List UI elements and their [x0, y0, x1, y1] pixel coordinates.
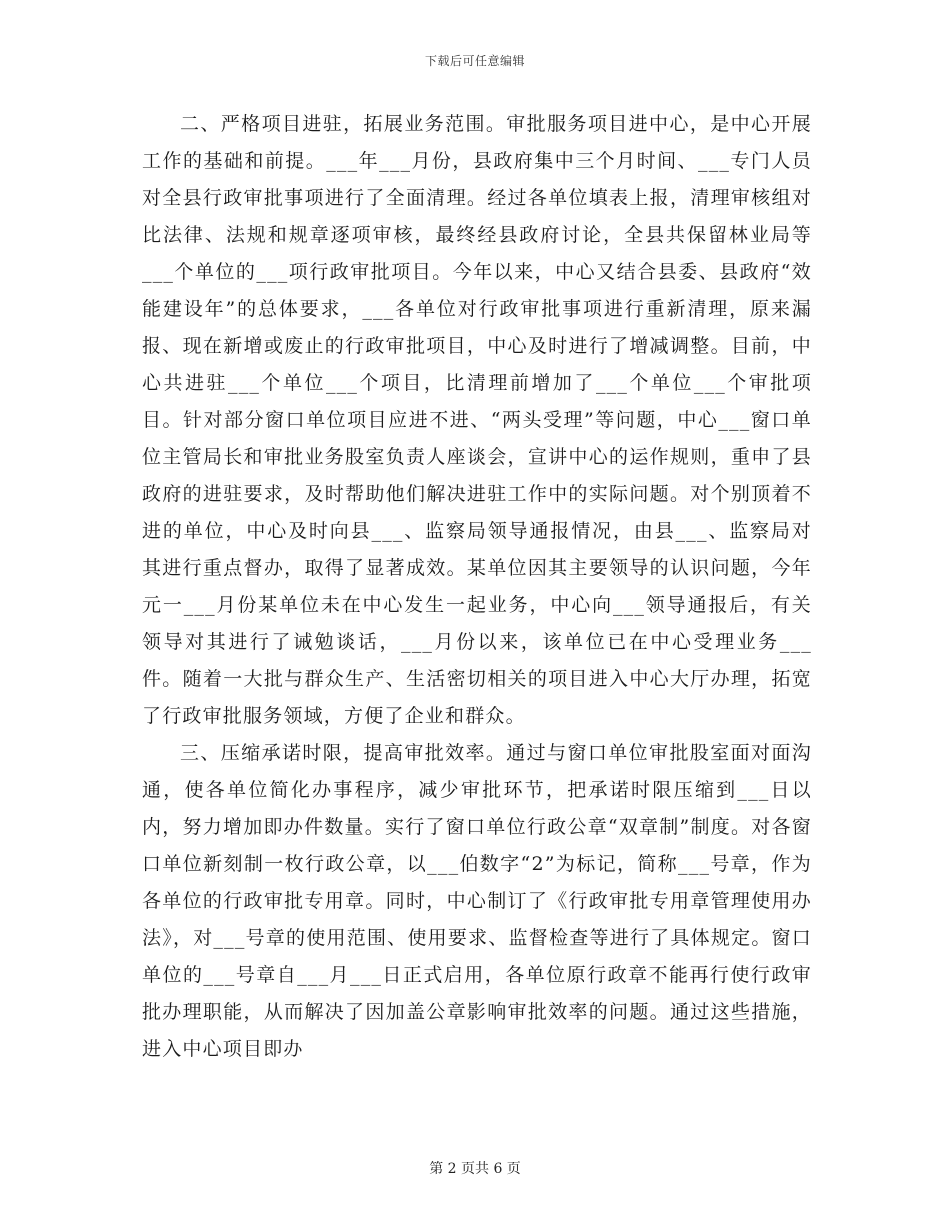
document-body	[142, 106, 812, 1068]
paragraph-project-entry: 二、严格项目进驻，拓展业务范围。审批服务项目进中心，是中心开展工作的基础和前提。___年___月份，县政府集中三个月时间、___专门人员对全县行政审批事项进行了全面清理。经过各单位填表上报，清理审核组对比法律、法规和规章逐项审核，最终经县政府讨论，全县共保留林业局等___个单位的___项行政审批项目。今年以来，中心又结合县委、县政府“效能建设年”的总体要求，___各单位对行政审批事项进行重新清理，原来漏报、现在新增或废止的行政审批项目，中心及时进行了增减调整。目前，中心共进驻___个单位___个项目，比清理前增加了___个单位___个审批项目。针对部分窗口单位项目应进不进、“两头受理”等问题，中心___窗口单位主管局长和审批业务股室负责人座谈会，宣讲中心的运作规则，重申了县政府的进驻要求，及时帮助他们解决进驻工作中的实际问题。对个别顶着不进的单位，中心及时向县___、监察局领导通报情况，由县___、监察局对其进行重点督办，取得了显著成效。某单位因其主要领导的认识问题，今年元一___月份某单位未在中心发生一起业务，中心向___领导通报后，有关领导对其进行了诫勉谈话，___月份以来，该单位已在中心受理业务___件。随着一大批与群众生产、生活密切相关的项目进入中心大厅办理，拓宽了行政审批服务领域，方便了企业和群众。	[142, 113, 812, 727]
paragraph-approval-efficiency: 三、压缩承诺时限，提高审批效率。通过与窗口单位审批股室面对面沟通，使各单位简化办事程序，减少审批环节，把承诺时限压缩到___日以内，努力增加即办件数量。实行了窗口单位行政公章“双章制”制度。对各窗口单位新刻制一枚行政公章，以___伯数字“2”为标记，简称___号章，作为各单位的行政审批专用章。同时，中心制订了《行政审批专用章管理使用办法》，对___号章的使用范围、使用要求、监督检查等进行了具体规定。窗口单位的___号章自___月___日正式启用，各单位原行政章不能再行使行政审批办理职能，从而解决了因加盖公章影响审批效率的问题。通过这些措施，进入中心项目即办	[142, 742, 812, 1060]
page-header: 下载后可任意编辑	[424, 54, 525, 68]
page-number: 第 2 页共 6 页	[429, 1161, 521, 1177]
